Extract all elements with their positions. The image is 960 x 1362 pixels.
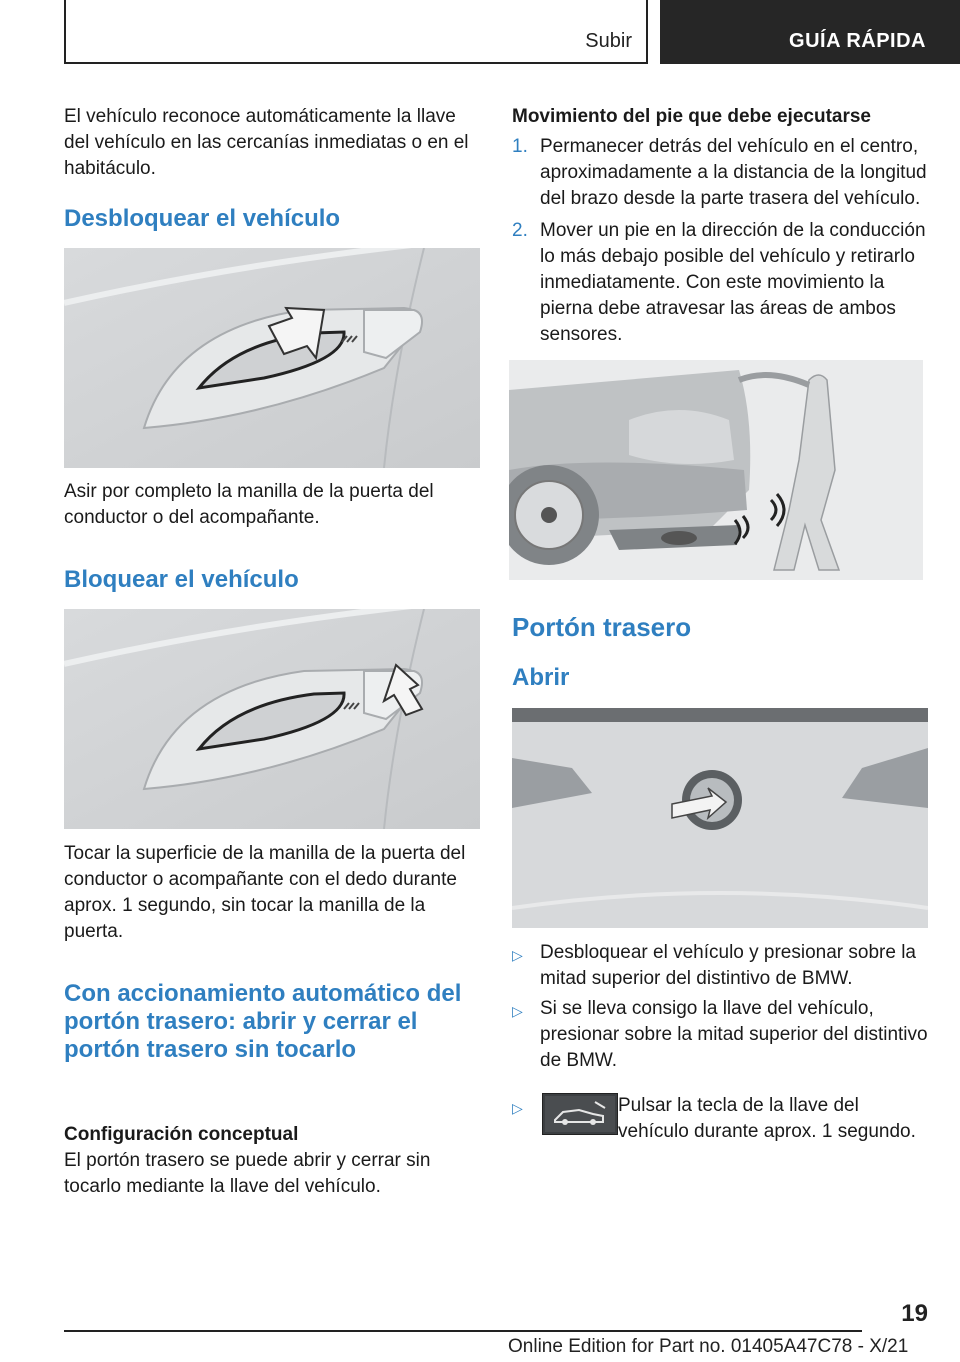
subir-link[interactable]: Subir xyxy=(585,30,632,52)
step-2 xyxy=(512,218,926,348)
concept-text: El portón trasero se puede abrir y cerrar sin tocarlo mediante la llave del vehículo. xyxy=(64,1150,431,1197)
section-label: GUÍA RÁPIDA xyxy=(789,30,926,52)
unlock-text: Asir por completo la manilla de la puerta del conductor o del acompañante. xyxy=(64,481,434,528)
step-number: 2. xyxy=(512,220,528,241)
triangle-bullet-icon: ▷ xyxy=(512,1003,523,1019)
movement-heading: Movimiento del pie que debe ejecutarse xyxy=(512,106,871,127)
edition-text: Online Edition for Part no. 01405A47C78 - X/21 xyxy=(508,1336,909,1357)
unlock-heading: Desbloquear el vehículo xyxy=(64,205,341,232)
concept-heading: Configuración conceptual xyxy=(64,1124,299,1145)
lock-text: Tocar la superficie de la manilla de la puerta del conductor o acompañante con el dedo durante aprox. 1 segundo, sin tocar la manilla de la puerta. xyxy=(64,843,466,942)
footer-divider xyxy=(64,1330,862,1332)
step-text: Permanecer detrás del vehículo en el centro, aproximadamente a la distancia de la longitud del brazo desde la parte trasera del vehículo. xyxy=(540,136,927,209)
step-1 xyxy=(512,134,926,214)
bullet-text: Si se lleva consigo la llave del vehículo, presionar sobre la mitad superior del distintivo de BMW. xyxy=(540,998,928,1071)
bmw-badge-image xyxy=(512,708,928,928)
foot-movement-image xyxy=(509,360,923,580)
car-tailgate-key-button-icon xyxy=(542,1093,618,1135)
step-number: 1. xyxy=(512,136,528,157)
tailgate-heading: Portón trasero xyxy=(512,612,692,642)
step-text: Mover un pie en la dirección de la conducción lo más debajo posible del vehículo y retirarlo inmediatamente. Con este movimiento la pierna debe atravesar las áreas de ambos sensores. xyxy=(540,220,926,345)
auto-tailgate-heading: Con accionamiento automático del portón trasero: abrir y cerrar el portón trasero sin tocarlo xyxy=(64,980,462,1063)
unlock-door-handle-image xyxy=(64,248,480,468)
triangle-bullet-icon: ▷ xyxy=(512,947,523,963)
open-heading: Abrir xyxy=(512,664,570,691)
triangle-bullet-icon: ▷ xyxy=(512,1100,523,1116)
bullet-2 xyxy=(512,996,928,1078)
lock-door-handle-image xyxy=(64,609,480,829)
section-tab[interactable] xyxy=(660,0,960,64)
page-number: 19 xyxy=(901,1300,928,1327)
header-box xyxy=(64,0,648,64)
bullet-text: Pulsar la tecla de la llave del vehículo durante aprox. 1 segundo. xyxy=(618,1095,916,1142)
lock-heading: Bloquear el vehículo xyxy=(64,566,299,593)
bullet-1 xyxy=(512,940,928,996)
intro-text: El vehículo reconoce automáticamente la llave del vehículo en las cercanías inmediatas o en el habitáculo. xyxy=(64,106,469,179)
bullet-3 xyxy=(512,1093,928,1149)
bullet-text: Desbloquear el vehículo y presionar sobre la mitad superior del distintivo de BMW. xyxy=(540,942,916,989)
